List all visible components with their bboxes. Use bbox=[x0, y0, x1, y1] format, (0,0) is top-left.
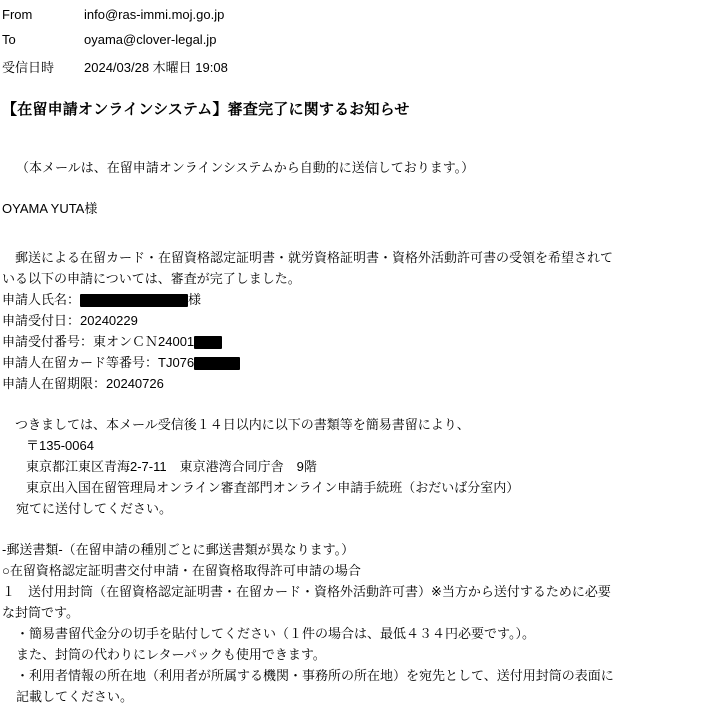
meta-label-received: 受信日時 bbox=[2, 60, 55, 75]
field-value-receipt-number: 東オンＣＮ24001 bbox=[93, 334, 195, 349]
field-label-receipt-number: 申請受付番号： bbox=[2, 334, 94, 349]
meta-label-to: To bbox=[2, 32, 16, 47]
meta-row-from bbox=[0, 7, 726, 32]
field-value-receipt-date: 20240229 bbox=[80, 313, 138, 328]
bullet-1-cont: また、封筒の代わりにレターパックも使用できます。 bbox=[16, 647, 326, 662]
bullet-2: ・利用者情報の所在地（利用者が所属する機関・事務所の所在地）を宛先として、送付用封筒の表面に bbox=[16, 668, 614, 683]
field-suffix-applicant-name: 様 bbox=[188, 292, 202, 307]
email-header bbox=[0, 0, 726, 82]
intro-line-2: いる以下の申請については、審査が完了しました。 bbox=[2, 271, 301, 286]
bullet-2-cont: 記載してください。 bbox=[16, 689, 134, 704]
addressee-line: OYAMA YUTA様 bbox=[2, 201, 98, 216]
item-1-line-2: な封筒です。 bbox=[2, 605, 79, 620]
redaction-block-number bbox=[194, 336, 222, 349]
field-period-of-stay bbox=[0, 373, 726, 394]
meta-value-received: 2024/03/28 木曜日 19:08 bbox=[84, 60, 228, 75]
meta-label-from: From bbox=[2, 7, 33, 22]
field-label-period-of-stay: 申請人在留期限： bbox=[2, 376, 107, 391]
field-receipt-number bbox=[0, 331, 726, 352]
auto-notice-line: （本メールは、在留申請オンラインシステムから自動的に送信しております。） bbox=[16, 160, 475, 175]
meta-row-to bbox=[0, 32, 726, 57]
field-applicant-name bbox=[0, 289, 726, 310]
field-residence-card-number bbox=[0, 352, 726, 373]
address-send-instruction: 宛てに送付してください。 bbox=[16, 501, 173, 516]
field-value-period-of-stay: 20240726 bbox=[106, 376, 164, 391]
meta-row-received bbox=[0, 57, 726, 82]
bullet-1: ・簡易書留代金分の切手を貼付してください（１件の場合は、最低４３４円必要です。）。 bbox=[16, 626, 535, 641]
address-postal-code: 〒135-0064 bbox=[26, 438, 94, 453]
field-label-applicant-name: 申請人氏名： bbox=[2, 292, 81, 307]
meta-value-from: info@ras-immi.moj.go.jp bbox=[84, 7, 225, 22]
item-1-line-1: １ 送付用封筒（在留資格認定証明書・在留カード・資格外活動許可書）※当方から送付するために必要 bbox=[2, 584, 611, 599]
case-title: ○在留資格認定証明書交付申請・在留資格取得許可申請の場合 bbox=[2, 563, 361, 578]
email-subject: 【在留申請オンラインシステム】審査完了に関するお知らせ bbox=[2, 101, 410, 118]
redaction-block-name bbox=[80, 294, 188, 307]
field-receipt-date bbox=[0, 310, 726, 331]
meta-value-to: oyama@clover-legal.jp bbox=[84, 32, 217, 47]
email-body bbox=[0, 157, 726, 707]
field-label-receipt-date: 申請受付日： bbox=[2, 313, 81, 328]
intro-line-1: 郵送による在留カード・在留資格認定証明書・就労資格証明書・資格外活動許可書の受領を希望されて bbox=[2, 250, 614, 265]
address-street: 東京都江東区青海2-7-11 東京港湾合同庁舎 9階 bbox=[26, 459, 317, 474]
field-value-residence-card-number: TJ076 bbox=[158, 355, 195, 370]
field-label-residence-card-number: 申請人在留カード等番号： bbox=[2, 355, 159, 370]
mailing-documents-title: -郵送書類-（在留申請の種別ごとに郵送書類が異なります。） bbox=[2, 542, 355, 557]
address-office: 東京出入国在留管理局オンライン審査部門オンライン申請手続班（おだいば分室内） bbox=[26, 480, 520, 495]
send-intro-line: つきましては、本メール受信後１４日以内に以下の書類等を簡易書留により、 bbox=[2, 417, 470, 432]
redaction-block-card bbox=[194, 357, 240, 370]
